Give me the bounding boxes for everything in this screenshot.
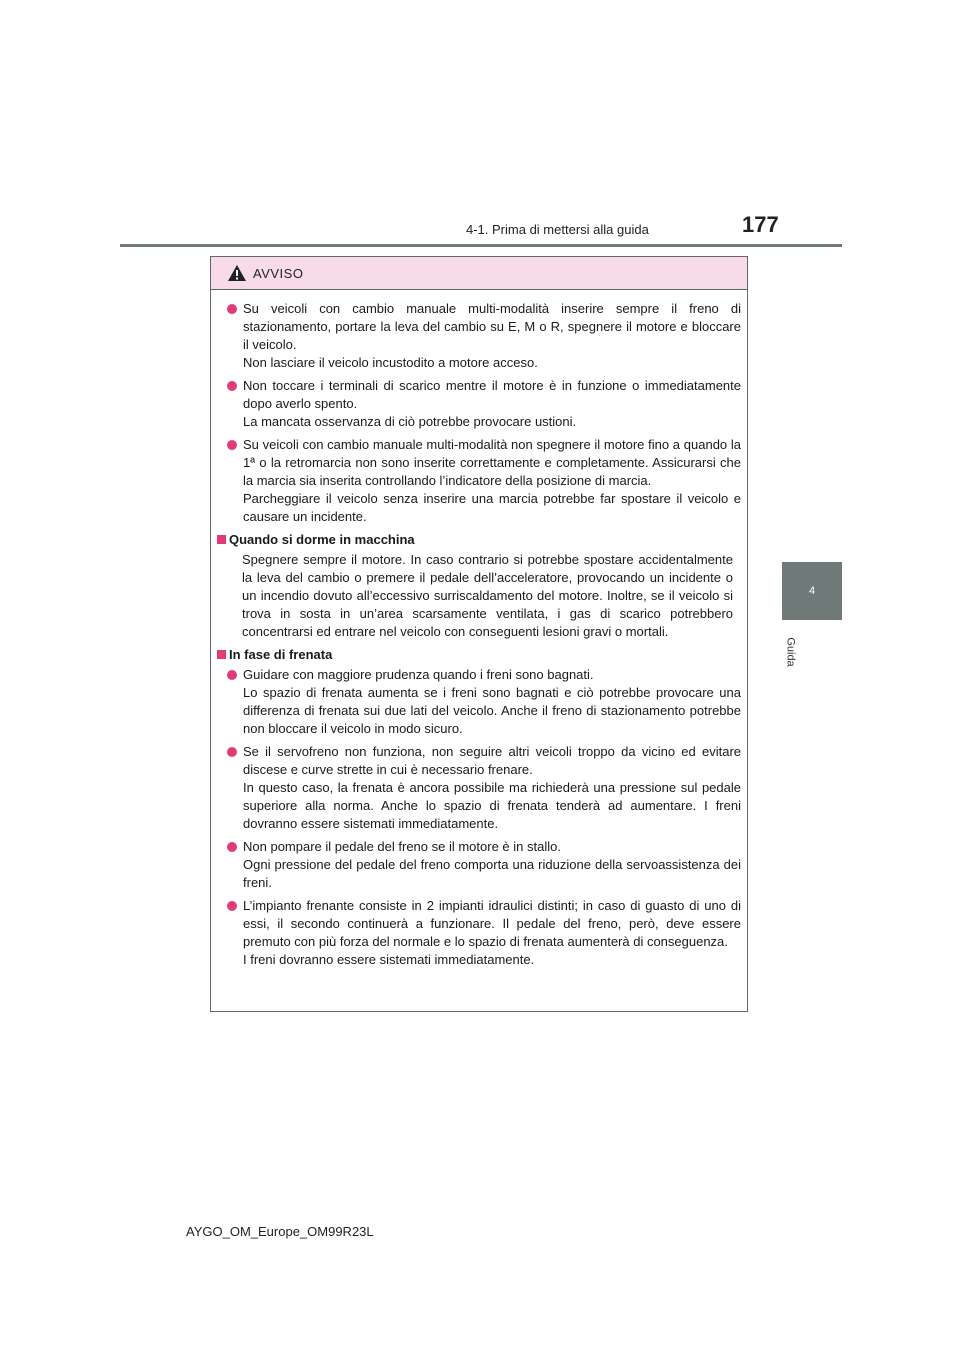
header-rule <box>120 244 842 247</box>
warning-title: AVVISO <box>253 265 304 281</box>
warning-box <box>210 256 748 1012</box>
warning-bullet <box>217 436 741 526</box>
bullet-text: Ogni pressione del pedale del freno comporta una riduzione della servoassistenza dei freni. <box>243 857 741 890</box>
braking-bullet <box>217 897 741 969</box>
bullet-dot-icon <box>227 440 237 450</box>
section-heading: 4-1. Prima di mettersi alla guida <box>466 222 649 237</box>
chapter-tab[interactable] <box>782 562 842 620</box>
bullet-dot-icon <box>227 901 237 911</box>
bullet-text: In questo caso, la frenata è ancora possibile ma richiederà una pressione sul pedale superiore alla norma. Anche lo spazio di frenata tenderà ad aumentare. I freni dovranno essere sistemati immediatamente. <box>243 780 741 831</box>
section-square-icon <box>217 650 226 659</box>
bullet-text: Guidare con maggiore prudenza quando i freni sono bagnati. <box>243 667 594 682</box>
braking-bullet <box>217 838 741 892</box>
section-title-sleeping <box>217 531 741 549</box>
bullet-dot-icon <box>227 842 237 852</box>
section-title-text: Quando si dorme in macchina <box>229 532 415 547</box>
warning-bullet <box>217 300 741 372</box>
bullet-text: Parcheggiare il veicolo senza inserire una marcia potrebbe far spostare il veicolo e causare un incidente. <box>243 491 741 524</box>
chapter-label-text: Guida <box>784 637 797 667</box>
bullet-text: Lo spazio di frenata aumenta se i freni sono bagnati e ciò potrebbe provocare una differenza di frenata sui due lati del veicolo. Anche il freno di stazionamento potrebbe non bloccare il veicolo in modo sicuro. <box>243 685 741 736</box>
section-title-braking <box>217 646 741 664</box>
bullet-dot-icon <box>227 381 237 391</box>
warning-triangle-icon <box>227 264 247 282</box>
bullet-text: Non pompare il pedale del freno se il motore è in stallo. <box>243 839 561 854</box>
sleeping-paragraph: Spegnere sempre il motore. In caso contrario si potrebbe spostare accidentalmente la leva del cambio o premere il pedale dell’acceleratore, provocando un incidente o un incendio dovuto all’eccessivo surriscaldamento del motore. Inoltre, se il veicolo si trova in sosta in un’area scarsamente ventilata, i gas di scarico potrebbero concentrarsi ed entrare nel veicolo con conseguenti lesioni gravi o mortali. <box>242 552 733 639</box>
bullet-dot-icon <box>227 304 237 314</box>
braking-bullet <box>217 743 741 833</box>
page-number: 177 <box>742 212 779 237</box>
warning-bullet <box>217 377 741 431</box>
chapter-number: 4 <box>808 585 816 597</box>
bullet-text: L’impianto frenante consiste in 2 impianti idraulici distinti; in caso di guasto di uno di essi, il secondo continuerà a funzionare. Il pedale del freno, però, deve essere premuto con più forza del normale e lo spazio di frenata aumenterà di conseguenza. <box>243 898 741 949</box>
bullet-text: Non lasciare il veicolo incustodito a motore acceso. <box>243 355 538 370</box>
bullet-dot-icon <box>227 670 237 680</box>
braking-bullet <box>217 666 741 738</box>
bullet-text: Su veicoli con cambio manuale multi-modalità inserire sempre il freno di stazionamento, portare la leva del cambio su E, M o R, spegnere il motore e bloccare il veicolo. <box>243 301 741 352</box>
section-square-icon <box>217 535 226 544</box>
bullet-text: I freni dovranno essere sistemati immediatamente. <box>243 952 535 967</box>
bullet-text: Non toccare i terminali di scarico mentre il motore è in funzione o immediatamente dopo averlo spento. <box>243 378 741 411</box>
bullet-text: La mancata osservanza di ciò potrebbe provocare ustioni. <box>243 414 577 429</box>
section-title-text: In fase di frenata <box>229 647 333 662</box>
warning-body <box>211 290 747 969</box>
bullet-text: Su veicoli con cambio manuale multi-modalità non spegnere il motore fino a quando la 1ª o la retromarcia non sono inserite correttamente e completamente. Assicurarsi che la marcia sia inserita controllando l’indicatore della posizione di marcia. <box>243 437 741 488</box>
warning-header <box>211 257 747 290</box>
footer-document-code: AYGO_OM_Europe_OM99R23L <box>186 1224 374 1239</box>
bullet-dot-icon <box>227 747 237 757</box>
bullet-text: Se il servofreno non funziona, non seguire altri veicoli troppo da vicino ed evitare discese e curve strette in cui è necessario frenare. <box>243 744 741 777</box>
chapter-label <box>776 630 806 674</box>
